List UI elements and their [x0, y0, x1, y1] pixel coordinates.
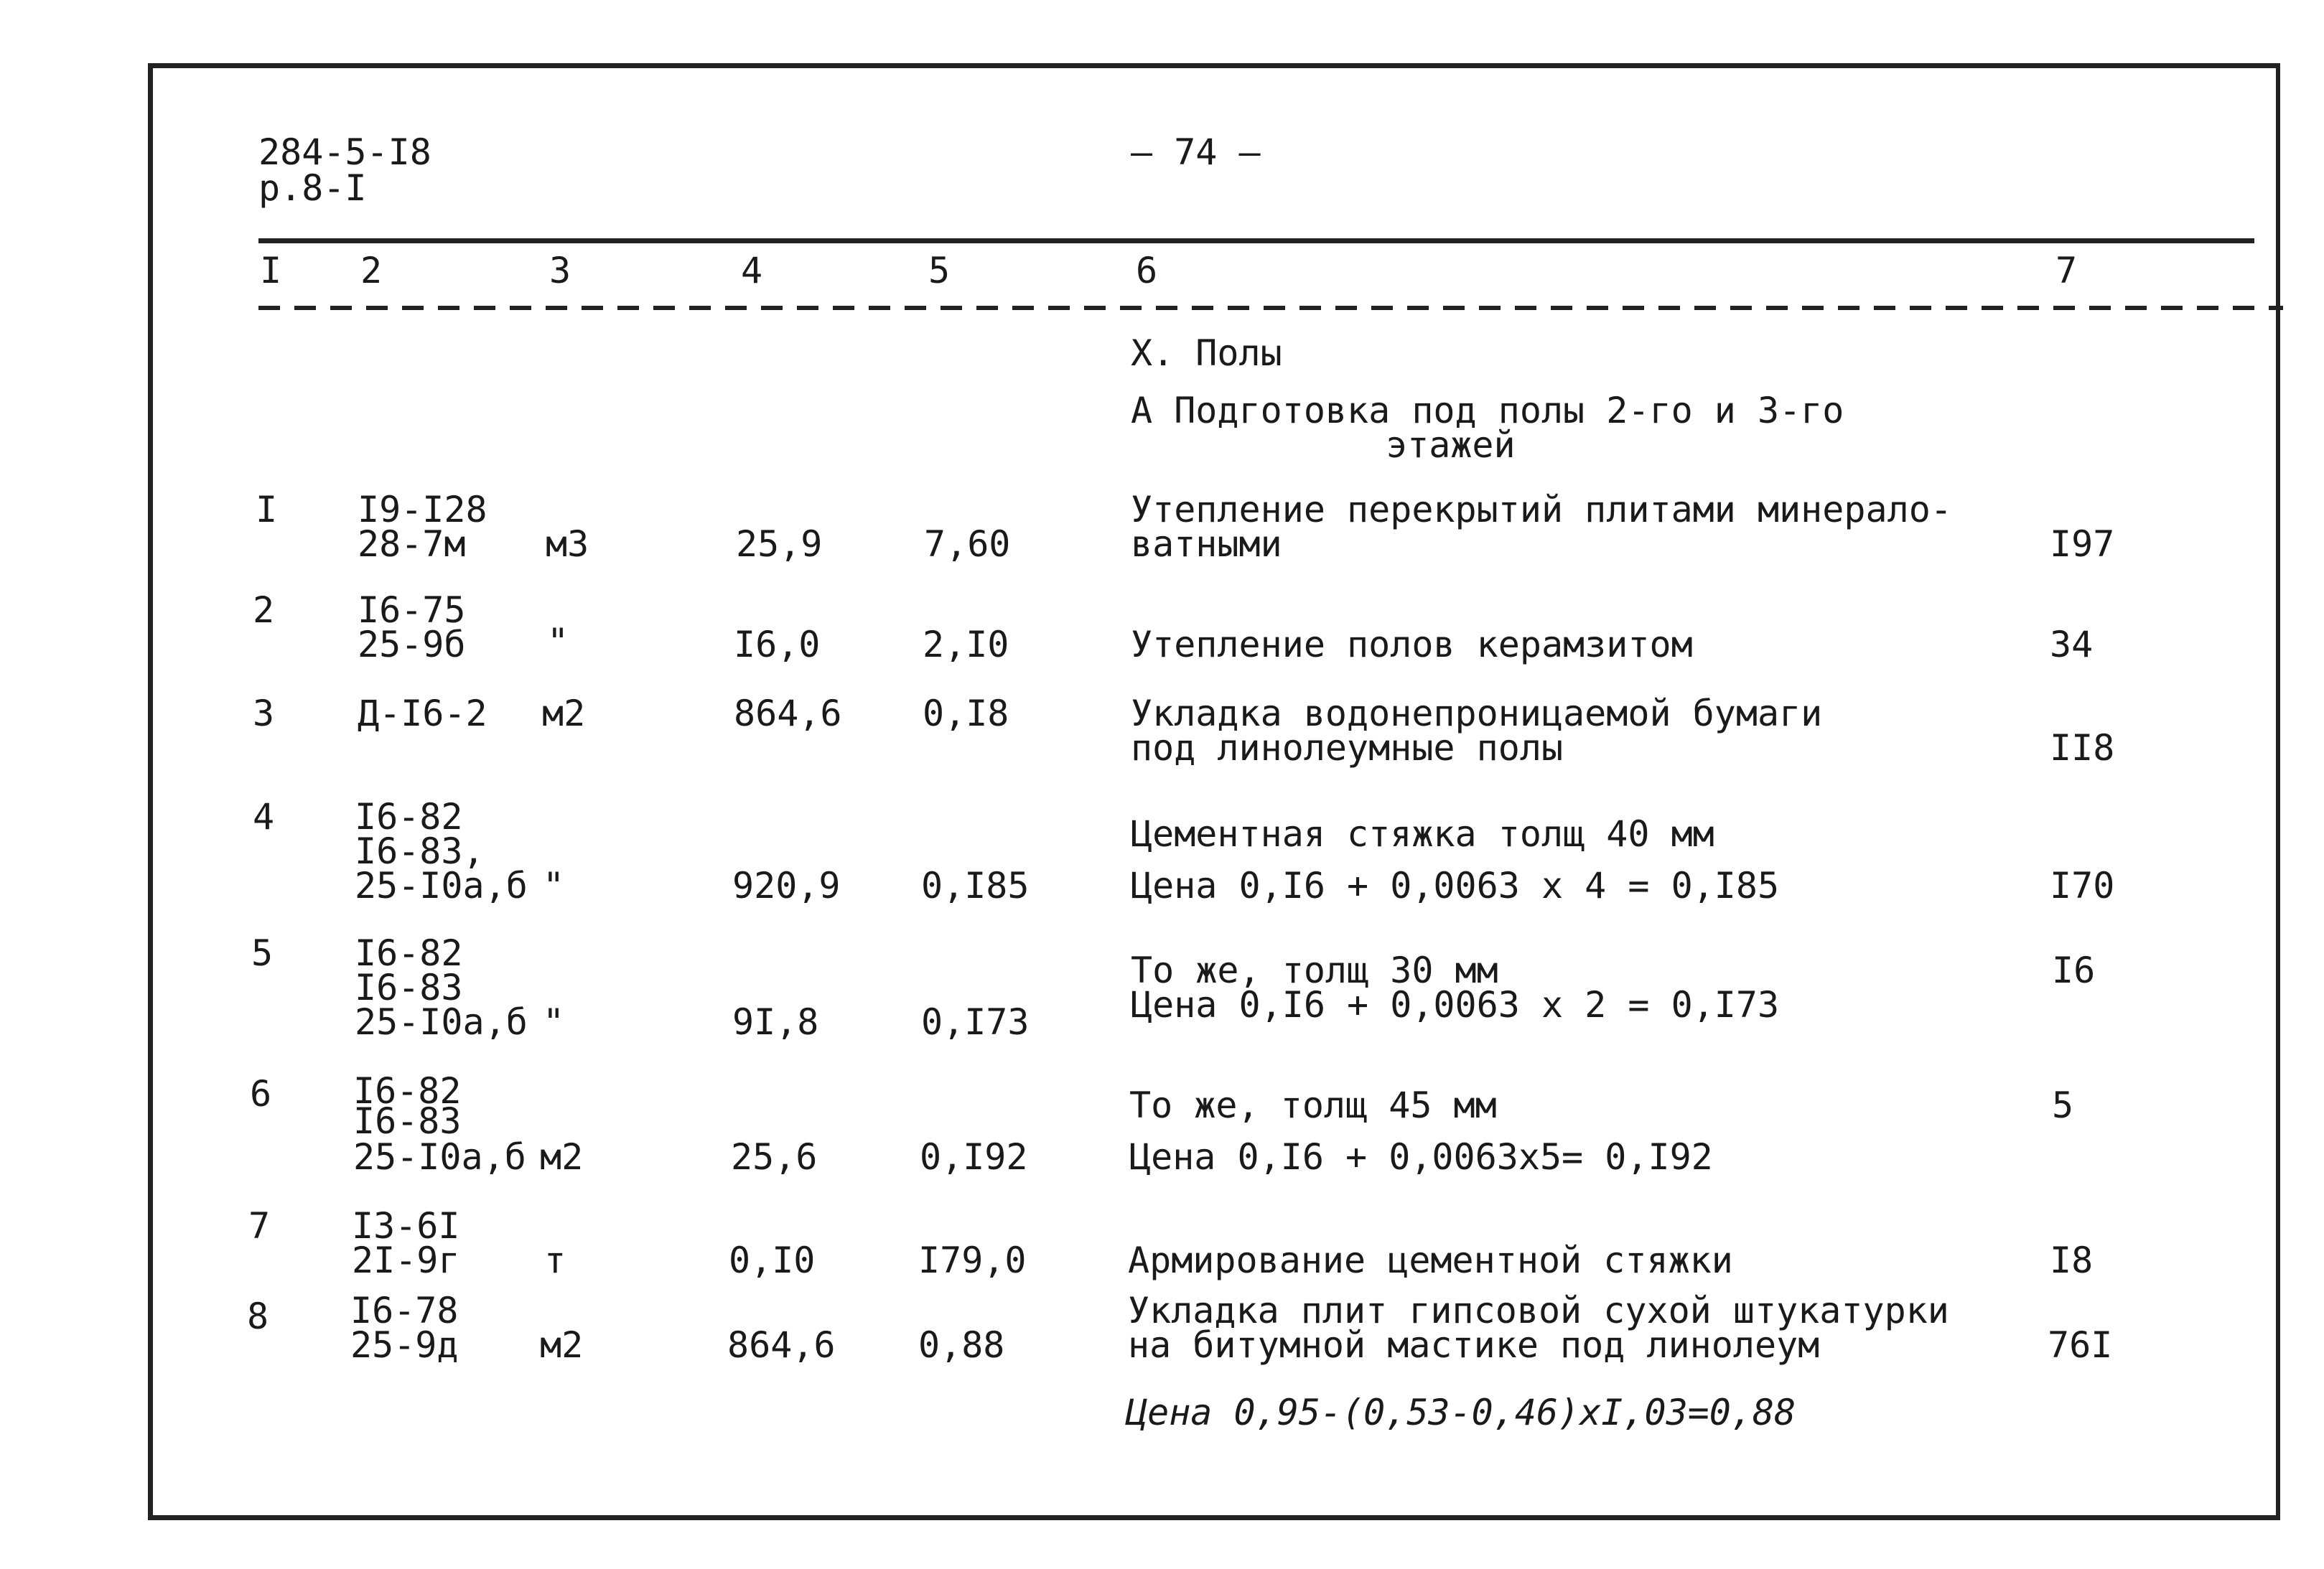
row-6-desc-2: Цена 0,I6 + 0,0063x5= 0,I92: [1129, 1136, 1713, 1178]
col-header-4: 4: [741, 250, 763, 291]
section-title: X. Полы: [1131, 332, 1282, 374]
row-2-unit: ": [547, 621, 569, 662]
col-header-1: I: [260, 250, 282, 291]
row-5-price: 0,I73: [921, 1001, 1030, 1043]
row-7-desc-1: Армирование цементной стяжки: [1128, 1240, 1733, 1281]
row-6-total: 5: [2052, 1085, 2074, 1126]
row-1-qty: 25,9: [736, 523, 823, 565]
row-7-num: 7: [248, 1205, 271, 1247]
row-1-code-1: I9-I28: [358, 489, 487, 530]
row-7-code-1: I3-6I: [352, 1205, 460, 1247]
row-2-code-1: I6-75: [358, 589, 466, 631]
col-header-3: 3: [549, 250, 571, 291]
row-4-total: I70: [2050, 865, 2115, 907]
row-8-num: 8: [247, 1296, 269, 1337]
row-2-num: 2: [253, 589, 275, 631]
row-6-num: 6: [250, 1073, 272, 1115]
row-6-qty: 25,6: [731, 1136, 818, 1178]
row-4-code-1: I6-82: [355, 796, 463, 838]
row-5-desc-2: Цена 0,I6 + 0,0063 x 2 = 0,I73: [1131, 984, 1780, 1026]
row-8-unit: м2: [540, 1324, 584, 1366]
subsection-title-line2: этажей: [1386, 424, 1516, 466]
row-6-price: 0,I92: [920, 1136, 1028, 1178]
row-2-code-2: 25-9б: [358, 624, 466, 665]
row-7-unit: т: [544, 1240, 566, 1281]
page-number: — 74 —: [1131, 131, 1261, 173]
row-4-code-3: 25-I0а,б: [355, 865, 528, 907]
row-7-code-2: 2I-9г: [352, 1240, 460, 1281]
row-8-desc-2: на битумной мастике под линолеум: [1128, 1324, 1820, 1366]
row-2-qty: I6,0: [734, 624, 821, 665]
row-6-desc-1: То же, толщ 45 мм: [1129, 1085, 1497, 1126]
row-1-unit: м3: [546, 523, 589, 565]
row-4-num: 4: [253, 796, 275, 838]
row-5-code-3: 25-I0а,б: [355, 1001, 528, 1043]
row-8-price: 0,88: [918, 1324, 1005, 1366]
row-1-price: 7,60: [924, 523, 1011, 565]
subsection-title-line1: А Подготовка под полы 2-го и 3-го: [1131, 390, 1844, 431]
row-4-desc-2: Цена 0,I6 + 0,0063 x 4 = 0,I85: [1131, 865, 1780, 907]
row-3-unit: м2: [542, 693, 586, 734]
row-8-desc-1: Укладка плит гипсовой сухой штукатурки: [1128, 1290, 1949, 1331]
row-7-price: I79,0: [918, 1240, 1027, 1281]
row-4-unit: ": [543, 865, 565, 907]
row-2-total: 34: [2050, 624, 2094, 665]
row-3-price: 0,I8: [923, 693, 1009, 734]
row-5-total: I6: [2052, 950, 2096, 991]
row-5-code-1: I6-82: [355, 932, 463, 974]
row-5-desc-1: То же, толщ 30 мм: [1131, 950, 1498, 991]
row-1-total: I97: [2050, 523, 2115, 565]
row-8-code-1: I6-78: [350, 1290, 459, 1331]
row-1-num: I: [256, 489, 278, 530]
row-4-qty: 920,9: [732, 865, 841, 907]
row-5-unit: ": [543, 1001, 565, 1043]
row-8-code-2: 25-9д: [350, 1324, 459, 1366]
row-6-unit: м2: [540, 1136, 584, 1178]
col-header-5: 5: [928, 250, 951, 291]
row-1-desc-2: ватными: [1131, 523, 1282, 565]
row-6-code-3: 25-I0а,б: [353, 1136, 526, 1178]
row-5-num: 5: [251, 932, 274, 974]
row-4-desc-1: Цементная стяжка толщ 40 мм: [1131, 813, 1714, 855]
row-5-code-2: I6-83: [355, 967, 463, 1008]
row-4-code-2: I6-83,: [355, 830, 485, 872]
row-6-code-2: I6-83: [353, 1100, 462, 1142]
header-rule: [258, 238, 2254, 243]
col-header-2: 2: [360, 250, 383, 291]
row-3-code-1: Д-I6-2: [358, 693, 487, 734]
row-4-price: 0,I85: [921, 865, 1030, 907]
row-8-total: 76I: [2048, 1324, 2113, 1366]
row-8-qty: 864,6: [727, 1324, 836, 1366]
row-1-desc-1: Утепление перекрытий плитами минерало-: [1131, 489, 1952, 530]
row-5-qty: 9I,8: [732, 1001, 819, 1043]
row-2-desc-1: Утепление полов керамзитом: [1131, 624, 1693, 665]
row-1-code-2: 28-7м: [358, 523, 466, 565]
row-3-desc-2: под линолеумные полы: [1131, 727, 1564, 769]
row-6-code-1: I6-82: [353, 1070, 462, 1112]
column-divider-dashed: [258, 306, 2283, 310]
row-3-total: II8: [2050, 727, 2115, 769]
col-header-6: 6: [1136, 250, 1158, 291]
row-3-num: 3: [253, 693, 275, 734]
row-3-qty: 864,6: [734, 693, 842, 734]
row-7-total: I8: [2050, 1240, 2094, 1281]
doc-code: 284-5-I8: [258, 131, 431, 173]
col-header-7: 7: [2055, 250, 2078, 291]
row-7-qty: 0,I0: [729, 1240, 816, 1281]
price-footnote: Цена 0,95-(0,53-0,46)xI,03=0,88: [1126, 1392, 1796, 1433]
row-3-desc-1: Укладка водонепроницаемой бумаги: [1131, 693, 1823, 734]
section-code: р.8-I: [258, 167, 367, 209]
row-2-price: 2,I0: [923, 624, 1009, 665]
